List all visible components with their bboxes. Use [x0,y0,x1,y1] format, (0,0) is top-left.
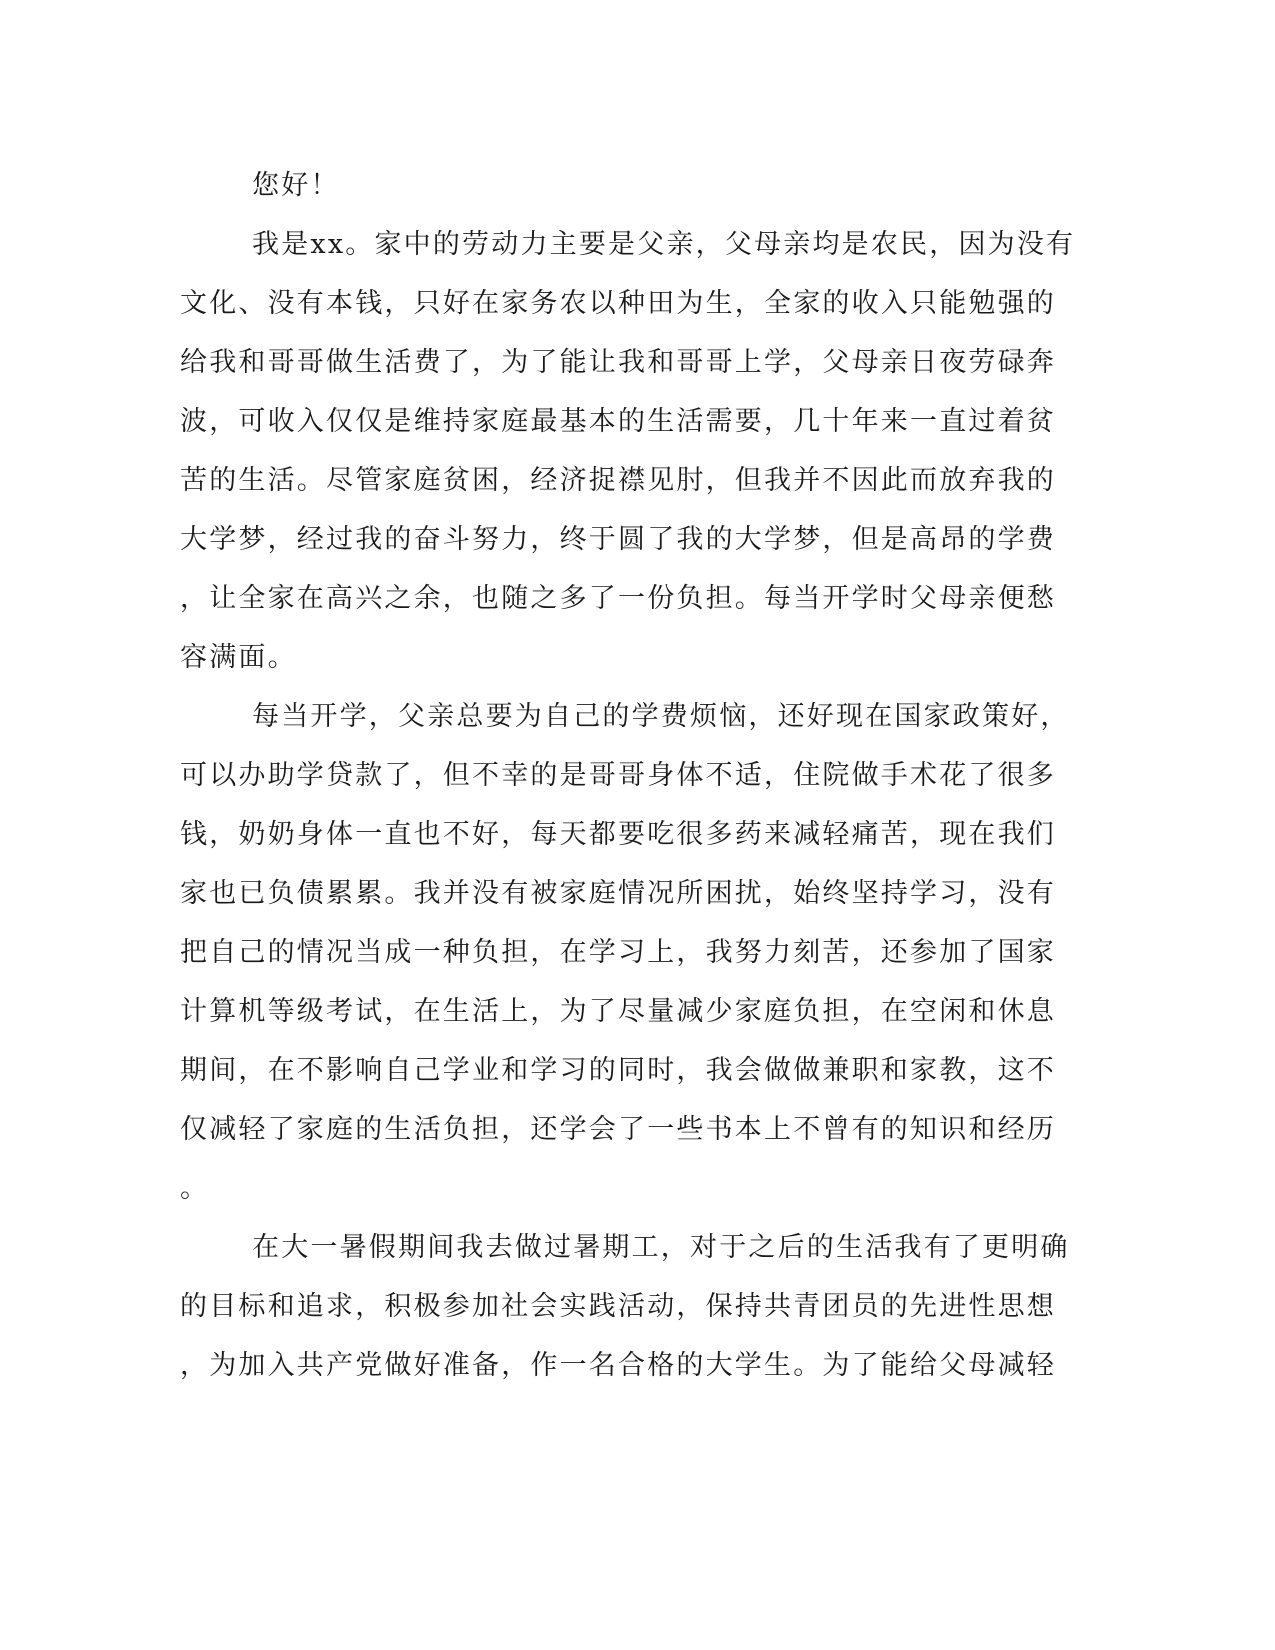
text-line: 。 [180,1173,210,1204]
text-line: 苦的生活。尽管家庭贫困，经济捉襟见肘，但我并不因此而放弃我的 [180,465,1056,496]
text-line: 容满面。 [180,642,297,673]
text-line: 的目标和追求，积极参加社会实践活动，保持共青团员的先进性思想 [180,1291,1056,1322]
text-line: 计算机等级考试，在生活上，为了尽量减少家庭负担，在空闲和休息 [180,996,1056,1027]
text-line: 钱，奶奶身体一直也不好，每天都要吃很多药来减轻痛苦，现在我们 [180,819,1056,850]
text-line: 把自己的情况当成一种负担，在学习上，我努力刻苦，还参加了国家 [180,937,1056,968]
letter-body [180,156,1076,1395]
text-line: ，为加入共产党做好准备，作一名合格的大学生。为了能给父母减轻 [180,1350,1056,1381]
text-line: 家也已负债累累。我并没有被家庭情况所困扰，始终坚持学习，没有 [180,878,1056,909]
text-line: 您好！ [252,170,340,201]
text-line: 期间，在不影响自己学业和学习的同时，我会做做兼职和家教，这不 [180,1055,1056,1086]
text-line: 仅减轻了家庭的生活负担，还学会了一些书本上不曾有的知识和经历 [180,1114,1056,1145]
text-line: 给我和哥哥做生活费了，为了能让我和哥哥上学，父母亲日夜劳碌奔 [180,347,1056,378]
text-line: 大学梦，经过我的奋斗努力，终于圆了我的大学梦，但是高昂的学费 [180,524,1056,555]
text-line: 每当开学，父亲总要为自己的学费烦恼，还好现在国家政策好， [252,701,1070,732]
text-line: 波，可收入仅仅是维持家庭最基本的生活需要，几十年来一直过着贫 [180,406,1056,437]
text-line: 我是xx。家中的劳动力主要是父亲，父母亲均是农民，因为没有 [252,229,1076,260]
text-line: 文化、没有本钱，只好在家务农以种田为生，全家的收入只能勉强的 [180,288,1056,319]
text-line: ，让全家在高兴之余，也随之多了一份负担。每当开学时父母亲便愁 [180,583,1056,614]
text-line: 在大一暑假期间我去做过暑期工，对于之后的生活我有了更明确 [252,1232,1070,1263]
text-line: 可以办助学贷款了，但不幸的是哥哥身体不适，住院做手术花了很多 [180,760,1056,791]
